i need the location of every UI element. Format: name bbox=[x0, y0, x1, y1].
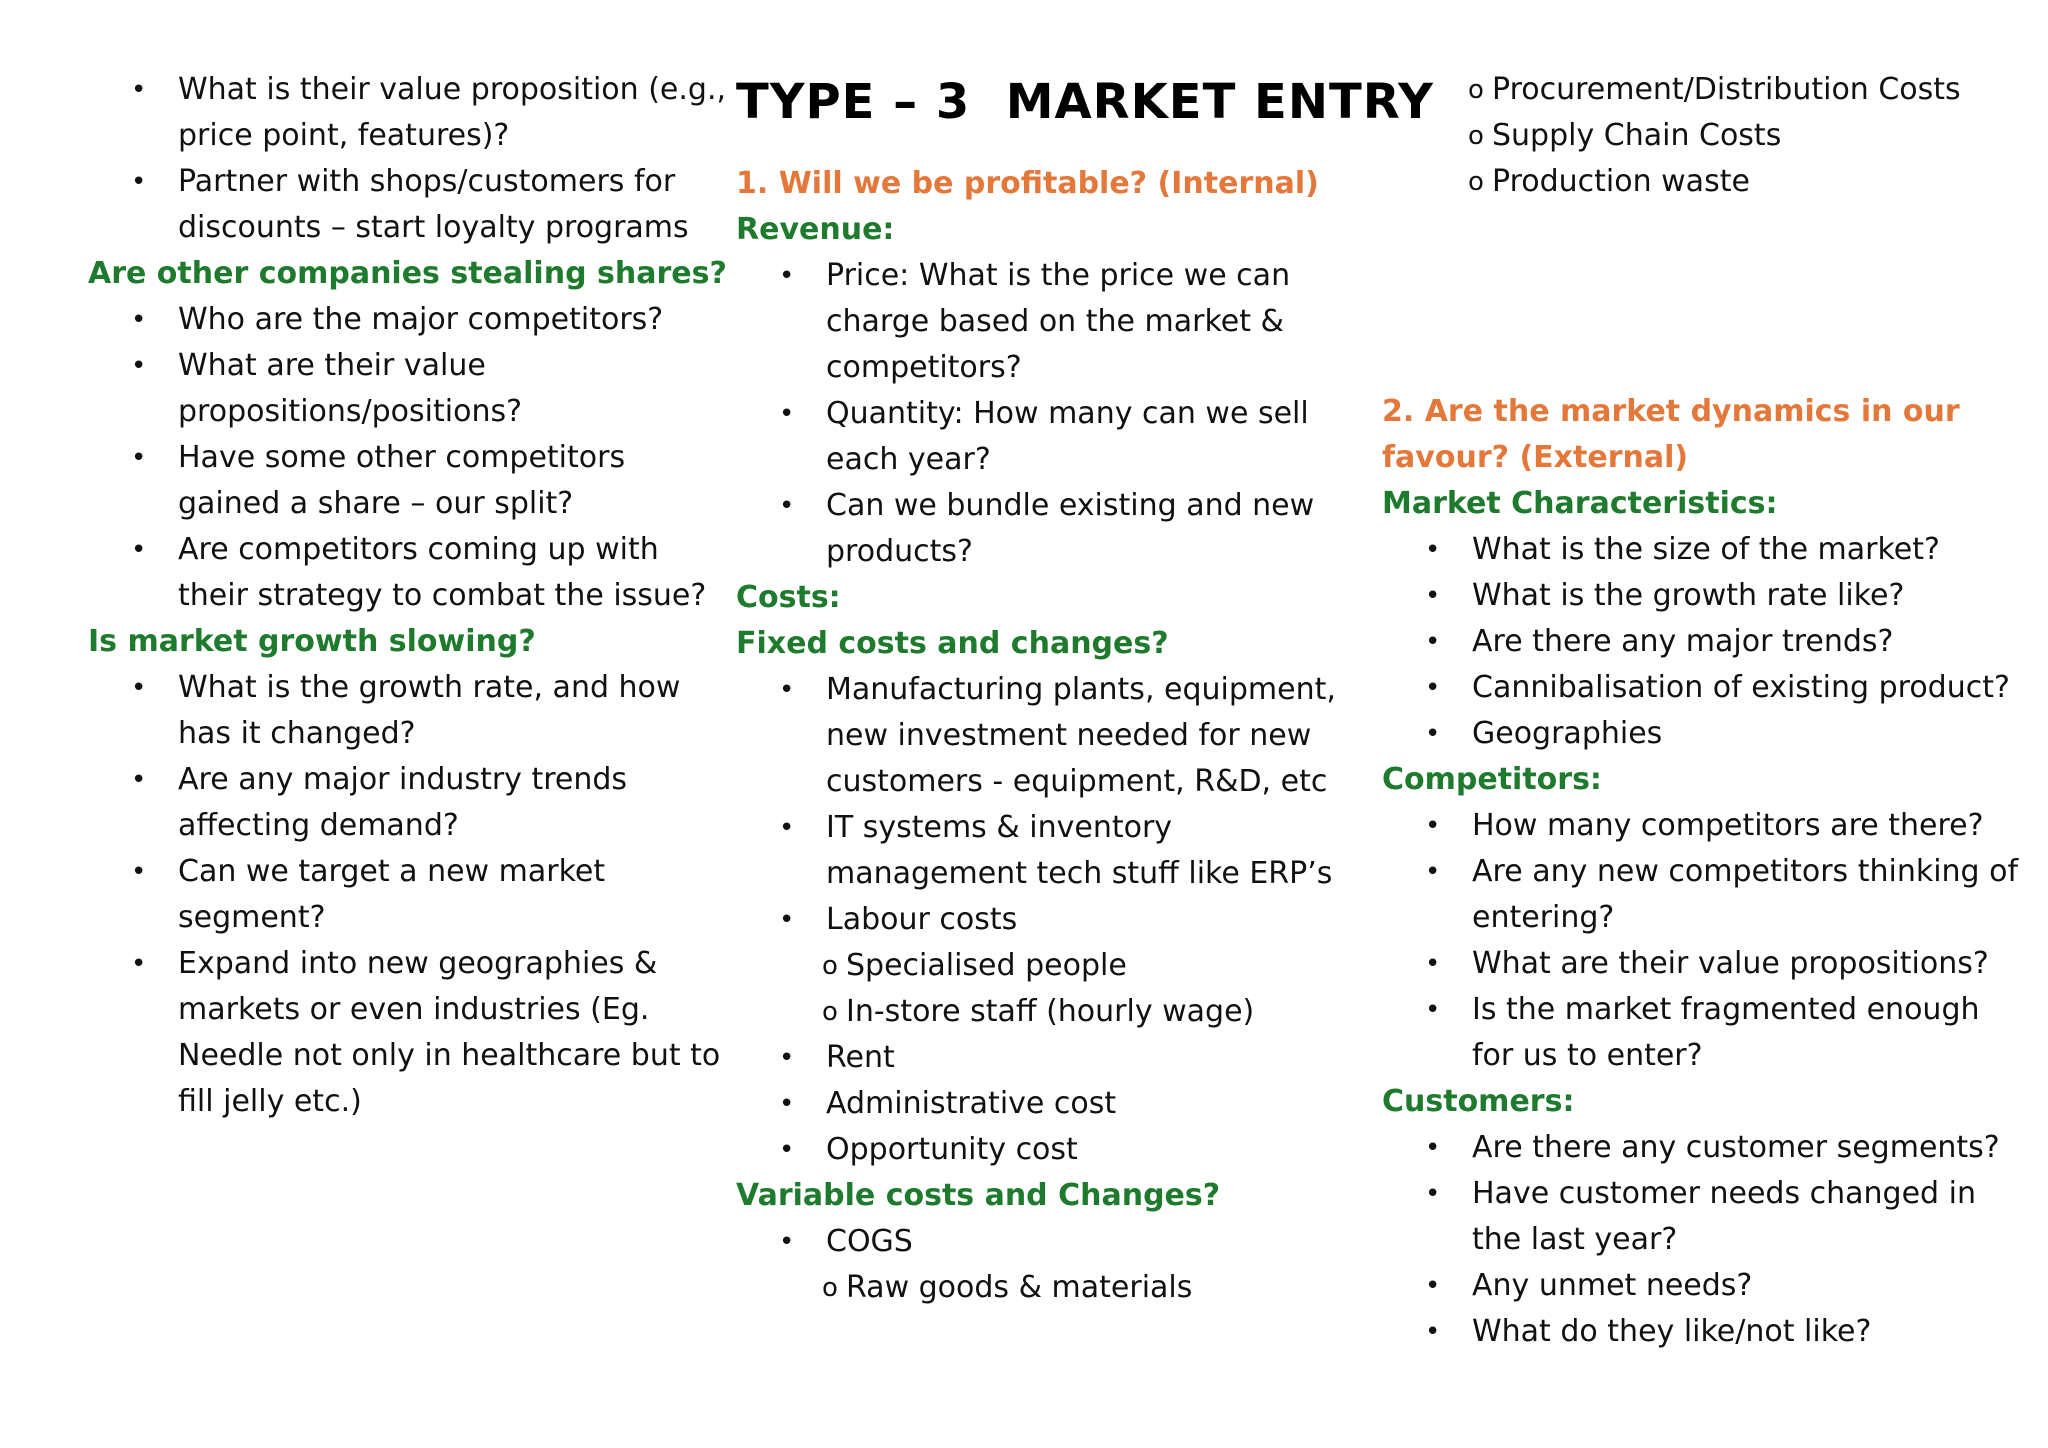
circle-bullet-icon: o bbox=[822, 1273, 838, 1303]
bullet-icon: • bbox=[131, 673, 147, 703]
bullet-icon: • bbox=[1425, 1179, 1441, 1209]
bullet-text: entering? bbox=[1472, 900, 1615, 935]
section-heading: Customers: bbox=[1382, 1084, 1575, 1119]
bullet-text: charge based on the market & bbox=[826, 304, 1284, 339]
bullet-item bbox=[736, 1081, 1336, 1127]
bullet-icon: • bbox=[1425, 581, 1441, 611]
bullet-text: Are competitors coming up with bbox=[178, 532, 659, 567]
bullet-icon: • bbox=[131, 535, 147, 565]
bullet-text: Manufacturing plants, equipment, bbox=[826, 672, 1336, 707]
bullet-text: Are there any major trends? bbox=[1472, 624, 1894, 659]
bullet-text: What is their value proposition (e.g., bbox=[178, 72, 727, 107]
bullet-icon: • bbox=[1425, 857, 1441, 887]
bullet-icon: • bbox=[1425, 811, 1441, 841]
bullet-icon: • bbox=[1425, 995, 1441, 1025]
bullet-text: competitors? bbox=[826, 350, 1022, 385]
bullet-item bbox=[1382, 803, 2002, 849]
bullet-text: Have some other competitors bbox=[178, 440, 626, 475]
bullet-item bbox=[88, 757, 688, 849]
bullet-text: In-store staff (hourly wage) bbox=[846, 994, 1255, 1029]
section-heading: Is market growth slowing? bbox=[88, 624, 536, 659]
bullet-text: management tech stuff like ERP’s bbox=[826, 856, 1333, 891]
bullet-text: What is the growth rate, and how bbox=[178, 670, 681, 705]
bullet-item bbox=[736, 1219, 1336, 1265]
middle-column bbox=[736, 67, 1434, 1311]
bullet-text: Partner with shops/customers for bbox=[178, 164, 676, 199]
bullet-text: the last year? bbox=[1472, 1222, 1678, 1257]
section-heading: Competitors: bbox=[1382, 762, 1602, 797]
bullet-text: Specialised people bbox=[846, 948, 1127, 983]
bullet-text: discounts – start loyalty programs bbox=[178, 210, 689, 245]
bullet-icon: • bbox=[779, 491, 795, 521]
section-heading: Costs: bbox=[736, 580, 841, 615]
bullet-item bbox=[88, 343, 688, 435]
bullet-text: COGS bbox=[826, 1224, 913, 1259]
bullet-text: their strategy to combat the issue? bbox=[178, 578, 707, 613]
bullet-icon: • bbox=[1425, 1133, 1441, 1163]
question-heading: favour? (External) bbox=[1382, 440, 1689, 475]
bullet-item bbox=[736, 1035, 1336, 1081]
bullet-text: Quantity: How many can we sell bbox=[826, 396, 1309, 431]
bullet-icon: • bbox=[1425, 1271, 1441, 1301]
bullet-text: Administrative cost bbox=[826, 1086, 1117, 1121]
bullet-icon: • bbox=[779, 261, 795, 291]
bullet-icon: • bbox=[779, 399, 795, 429]
bullet-item bbox=[88, 67, 727, 159]
bullet-text: How many competitors are there? bbox=[1472, 808, 1984, 843]
circle-bullet-icon: o bbox=[1468, 121, 1484, 151]
right-column bbox=[1382, 67, 2019, 1355]
bullet-text: IT systems & inventory bbox=[826, 810, 1173, 845]
bullet-text: markets or even industries (Eg. bbox=[178, 992, 650, 1027]
bullet-text: has it changed? bbox=[178, 716, 416, 751]
blank-space bbox=[1382, 205, 2002, 251]
bullet-icon: • bbox=[131, 167, 147, 197]
bullet-text: Labour costs bbox=[826, 902, 1018, 937]
bullet-text: Procurement/Distribution Costs bbox=[1492, 72, 1961, 107]
bullet-icon: • bbox=[131, 765, 147, 795]
bullet-item bbox=[88, 849, 688, 941]
bullet-text: affecting demand? bbox=[178, 808, 459, 843]
title-gap bbox=[736, 137, 1336, 161]
circle-bullet-icon: o bbox=[822, 951, 838, 981]
section-heading: Market Characteristics: bbox=[1382, 486, 1778, 521]
bullet-text: What are their value propositions? bbox=[1472, 946, 1989, 981]
bullet-item bbox=[1382, 711, 2002, 757]
bullet-text: Supply Chain Costs bbox=[1492, 118, 1782, 153]
bullet-item bbox=[88, 941, 721, 1125]
bullet-text: Expand into new geographies & bbox=[178, 946, 658, 981]
bullet-text: Rent bbox=[826, 1040, 895, 1075]
bullet-icon: • bbox=[1425, 535, 1441, 565]
bullet-item bbox=[1382, 849, 2019, 941]
bullet-icon: • bbox=[779, 1043, 795, 1073]
question-heading: 1. Will we be profitable? (Internal) bbox=[736, 166, 1319, 201]
bullet-item bbox=[736, 1127, 1336, 1173]
bullet-item bbox=[88, 297, 688, 343]
bullet-text: Have customer needs changed in bbox=[1472, 1176, 1976, 1211]
sub-bullet-item bbox=[736, 989, 1336, 1035]
bullet-item bbox=[1382, 619, 2002, 665]
blank-space bbox=[1382, 251, 2002, 297]
bullet-text: segment? bbox=[178, 900, 326, 935]
section-heading: Revenue: bbox=[736, 212, 895, 247]
bullet-item bbox=[736, 897, 1336, 943]
bullet-item bbox=[736, 253, 1336, 391]
bullet-text: new investment needed for new bbox=[826, 718, 1312, 753]
blank-space bbox=[1382, 343, 2002, 389]
bullet-text: fill jelly etc.) bbox=[178, 1084, 362, 1119]
left-column bbox=[88, 67, 727, 1125]
bullet-text: Geographies bbox=[1472, 716, 1663, 751]
bullet-text: Who are the major competitors? bbox=[178, 302, 664, 337]
bullet-text: Any unmet needs? bbox=[1472, 1268, 1753, 1303]
bullet-text: propositions/positions? bbox=[178, 394, 523, 429]
bullet-text: What do they like/not like? bbox=[1472, 1314, 1872, 1349]
section-heading: Variable costs and Changes? bbox=[736, 1178, 1221, 1213]
bullet-item bbox=[1382, 941, 2002, 987]
bullet-icon: • bbox=[131, 351, 147, 381]
bullet-text: Can we target a new market bbox=[178, 854, 606, 889]
bullet-icon: • bbox=[779, 813, 795, 843]
bullet-item bbox=[736, 483, 1336, 575]
bullet-text: products? bbox=[826, 534, 973, 569]
bullet-text: Can we bundle existing and new bbox=[826, 488, 1315, 523]
bullet-text: customers - equipment, R&D, etc bbox=[826, 764, 1328, 799]
sub-bullet-item bbox=[1382, 67, 2002, 113]
bullet-icon: • bbox=[779, 675, 795, 705]
bullet-icon: • bbox=[131, 443, 147, 473]
bullet-text: Price: What is the price we can bbox=[826, 258, 1291, 293]
bullet-icon: • bbox=[1425, 673, 1441, 703]
sub-bullet-item bbox=[1382, 159, 2002, 205]
question-heading: 2. Are the market dynamics in our bbox=[1382, 394, 1960, 429]
bullet-text: Raw goods & materials bbox=[846, 1270, 1193, 1305]
bullet-icon: • bbox=[131, 75, 147, 105]
circle-bullet-icon: o bbox=[1468, 75, 1484, 105]
bullet-text: Are there any customer segments? bbox=[1472, 1130, 2000, 1165]
bullet-icon: • bbox=[131, 949, 147, 979]
bullet-item bbox=[1382, 987, 2002, 1079]
bullet-item bbox=[1382, 665, 2010, 711]
bullet-text: Are any new competitors thinking of bbox=[1472, 854, 2019, 889]
bullet-item bbox=[1382, 1171, 2002, 1263]
sub-bullet-item bbox=[736, 1265, 1336, 1311]
bullet-icon: • bbox=[1425, 949, 1441, 979]
bullet-item bbox=[736, 667, 1336, 805]
section-heading: Fixed costs and changes? bbox=[736, 626, 1169, 661]
bullet-text: price point, features)? bbox=[178, 118, 510, 153]
bullet-text: Production waste bbox=[1492, 164, 1750, 199]
bullet-icon: • bbox=[1425, 1317, 1441, 1347]
bullet-item bbox=[1382, 527, 2002, 573]
bullet-text: for us to enter? bbox=[1472, 1038, 1703, 1073]
bullet-text: What are their value bbox=[178, 348, 486, 383]
bullet-text: Needle not only in healthcare but to bbox=[178, 1038, 721, 1073]
page-title: TYPE – 3 MARKET ENTRY bbox=[736, 74, 1434, 130]
bullet-text: What is the growth rate like? bbox=[1472, 578, 1905, 613]
bullet-item bbox=[88, 665, 688, 757]
sub-bullet-item bbox=[1382, 113, 2002, 159]
bullet-icon: • bbox=[1425, 719, 1441, 749]
section-heading: Are other companies stealing shares? bbox=[88, 256, 727, 291]
bullet-text: Are any major industry trends bbox=[178, 762, 628, 797]
bullet-icon: • bbox=[131, 857, 147, 887]
bullet-icon: • bbox=[779, 1227, 795, 1257]
bullet-icon: • bbox=[131, 305, 147, 335]
bullet-item bbox=[1382, 573, 2002, 619]
bullet-text: each year? bbox=[826, 442, 991, 477]
blank-space bbox=[1382, 297, 2002, 343]
bullet-text: Opportunity cost bbox=[826, 1132, 1078, 1167]
bullet-text: What is the size of the market? bbox=[1472, 532, 1940, 567]
bullet-text: Is the market fragmented enough bbox=[1472, 992, 1980, 1027]
bullet-icon: • bbox=[779, 1135, 795, 1165]
bullet-item bbox=[88, 435, 688, 527]
bullet-item bbox=[88, 527, 707, 619]
bullet-item bbox=[1382, 1125, 2002, 1171]
circle-bullet-icon: o bbox=[822, 997, 838, 1027]
bullet-item bbox=[736, 805, 1336, 897]
bullet-text: Cannibalisation of existing product? bbox=[1472, 670, 2010, 705]
bullet-icon: • bbox=[1425, 627, 1441, 657]
bullet-item bbox=[736, 391, 1336, 483]
bullet-item bbox=[88, 159, 688, 251]
bullet-icon: • bbox=[779, 1089, 795, 1119]
circle-bullet-icon: o bbox=[1468, 167, 1484, 197]
bullet-item bbox=[1382, 1263, 2002, 1309]
sub-bullet-item bbox=[736, 943, 1336, 989]
bullet-item bbox=[1382, 1309, 2002, 1355]
bullet-text: gained a share – our split? bbox=[178, 486, 574, 521]
bullet-icon: • bbox=[779, 905, 795, 935]
